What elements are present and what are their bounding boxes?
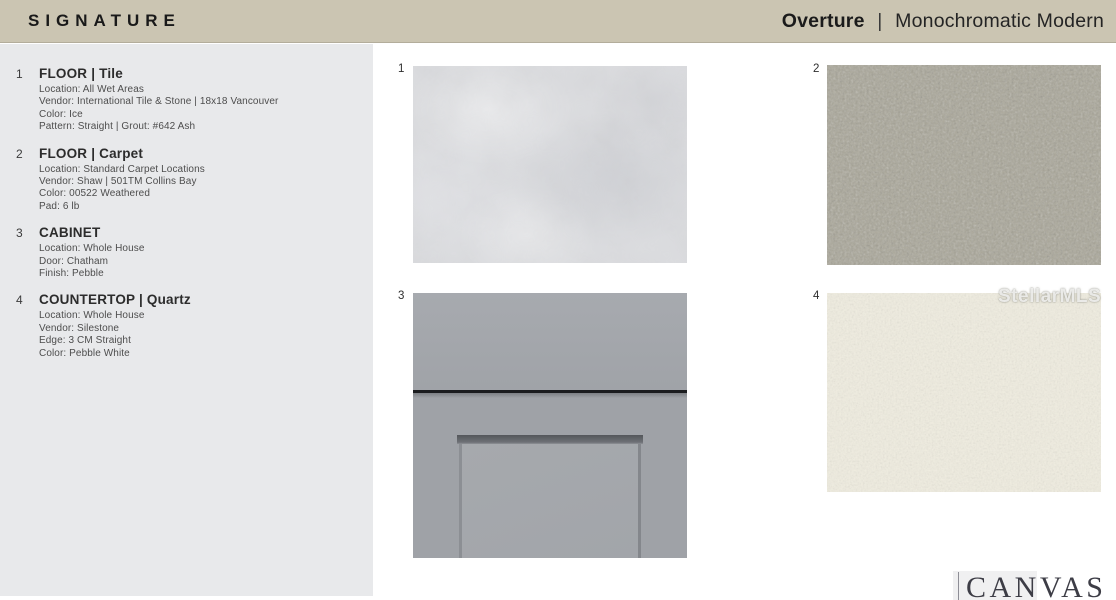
spec-detail-edge: Edge: 3 CM Straight [39, 335, 131, 347]
spec-detail-finish: Finish: Pebble [39, 268, 104, 280]
collection-name: Overture [781, 9, 865, 32]
sample-label-4: 4 [813, 290, 820, 302]
header-bar [0, 0, 1116, 43]
sample-label-2: 2 [813, 63, 820, 75]
spec-detail-vendor: Vendor: Shaw | 501TM Collins Bay [39, 176, 197, 188]
brand-title: SIGNATURE [28, 11, 181, 30]
spec-title: COUNTERTOP | Quartz [39, 292, 191, 308]
spec-detail-location: Location: Standard Carpet Locations [39, 163, 205, 175]
cabinet-drawer-front [413, 293, 687, 390]
tile-texture [413, 66, 687, 263]
quartz-texture [827, 293, 1101, 492]
sample-label-3: 3 [398, 290, 405, 302]
sample-label-1: 1 [398, 63, 405, 75]
sample-tile-swatch [413, 66, 687, 263]
spec-detail-pad: Pad: 6 lb [39, 200, 80, 212]
spec-item-floor-tile [16, 66, 363, 134]
canvas-logo: CANVAS [958, 572, 1107, 600]
spec-body [39, 225, 363, 280]
spec-detail-color: Color: 00522 Weathered [39, 188, 150, 200]
spec-detail-location: Location: Whole House [39, 243, 145, 255]
spec-item-cabinet [16, 225, 363, 280]
style-name: Monochromatic Modern [895, 9, 1104, 32]
cabinet-panel-top-shadow [457, 435, 643, 444]
collection-title [782, 10, 1104, 33]
cabinet-gap-shadow [413, 393, 687, 398]
spec-number: 3 [16, 226, 23, 241]
spec-title: FLOOR | Tile [39, 66, 123, 81]
spec-body [39, 146, 363, 214]
spec-body [39, 292, 363, 360]
spec-detail-pattern: Pattern: Straight | Grout: #642 Ash [39, 121, 196, 133]
spec-detail-vendor: Vendor: International Tile & Stone | 18x18 Vancouver [39, 96, 279, 108]
spec-detail-vendor: Vendor: Silestone [39, 322, 120, 334]
spec-detail-door: Door: Chatham [39, 255, 109, 267]
spec-body [39, 66, 363, 134]
spec-title: CABINET [39, 225, 101, 241]
sample-quartz-swatch [827, 293, 1101, 492]
sample-carpet-swatch [827, 65, 1101, 265]
spec-panel [0, 44, 373, 596]
stellar-mls-watermark: StellarMLS [998, 286, 1102, 307]
sample-cabinet-door-swatch [413, 293, 687, 558]
spec-detail-location: Location: All Wet Areas [39, 84, 144, 95]
spec-detail-color: Color: Pebble White [39, 347, 130, 359]
cabinet-recessed-panel [459, 444, 641, 558]
spec-detail-color: Color: Ice [39, 108, 83, 120]
spec-item-floor-carpet [16, 146, 363, 214]
carpet-texture [827, 65, 1101, 265]
collection-separator: | [877, 9, 883, 32]
spec-detail-location: Location: Whole House [39, 310, 145, 322]
spec-number: 4 [16, 293, 23, 308]
spec-number: 1 [16, 67, 23, 81]
spec-item-countertop [16, 292, 363, 360]
spec-title: FLOOR | Carpet [39, 145, 144, 161]
spec-number: 2 [16, 146, 23, 161]
